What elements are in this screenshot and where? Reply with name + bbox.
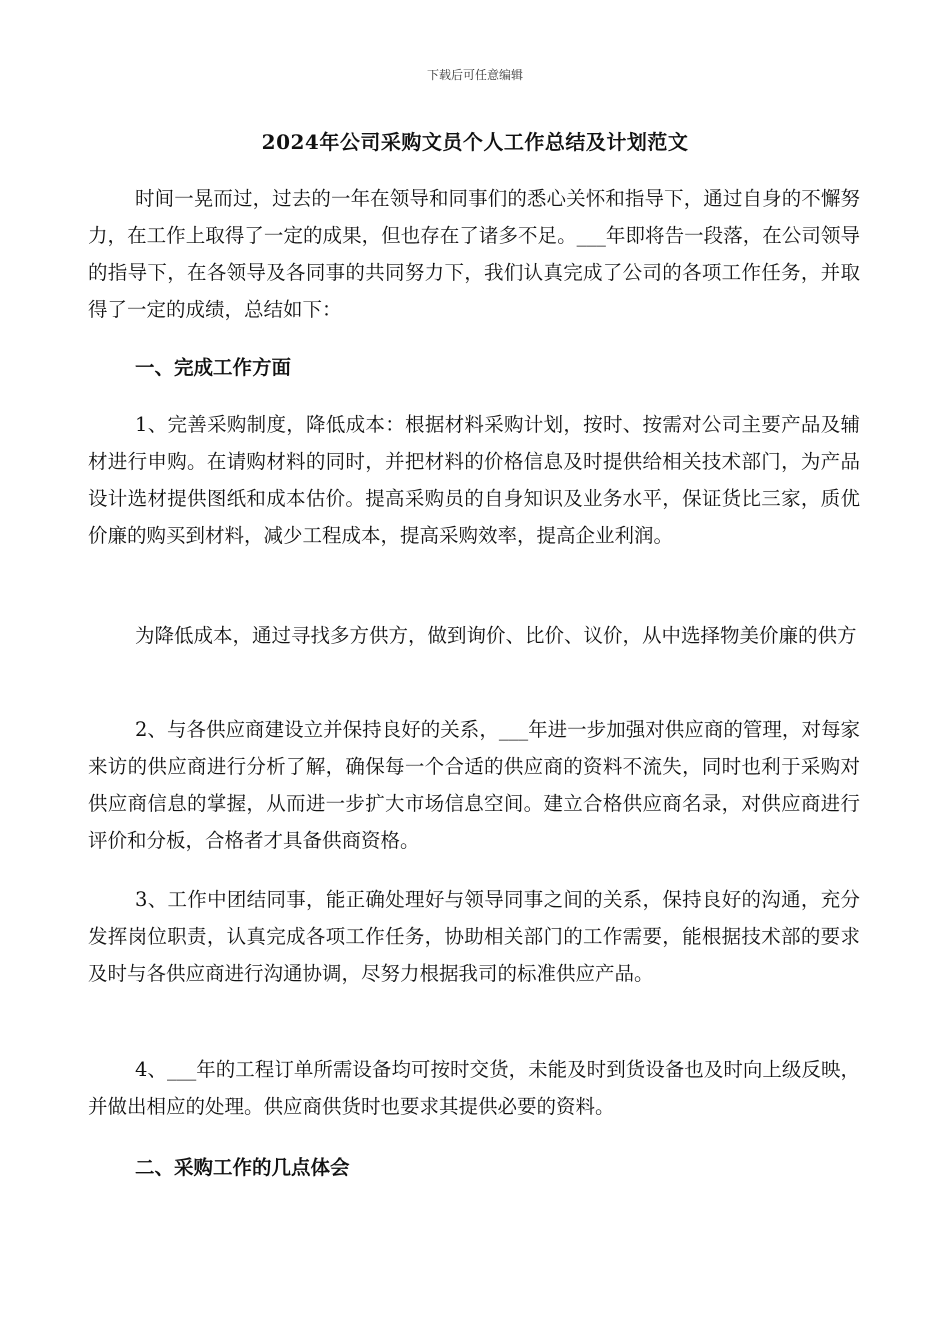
item-1-note-paragraph: 为降低成本，通过寻找多方供方，做到询价、比价、议价，从中选择物美价廉的供方	[135, 624, 857, 647]
section-heading-1: 一、完成工作方面	[135, 356, 292, 379]
item-2-paragraph: 2、与各供应商建设立并保持良好的关系，___年进一步加强对供应商的管理，对每家来访的供应商进行分析了解，确保每一个合适的供应商的资料不流失，同时也利于采购对供应商信息的掌握，从而进一步扩大市场信息空间。建立合格供应商名录，对供应商进行评价和分板，合格者才具备供商资格。	[88, 718, 860, 852]
intro-paragraph: 时间一晃而过，过去的一年在领导和同事们的悉心关怀和指导下，通过自身的不懈努力，在工作上取得了一定的成果，但也存在了诸多不足。___年即将告一段落，在公司领导的指导下，在各领导及各同事的共同努力下，我们认真完成了公司的各项工作任务，并取得了一定的成绩，总结如下：	[88, 187, 860, 321]
item-3-paragraph: 3、工作中团结同事，能正确处理好与领导同事之间的关系，保持良好的沟通，充分发挥岗位职责，认真完成各项工作任务，协助相关部门的工作需要，能根据技术部的要求及时与各供应商进行沟通协调，尽努力根据我司的标准供应产品。	[88, 888, 860, 985]
section-heading-2: 二、采购工作的几点体会	[135, 1156, 350, 1179]
item-4-paragraph: 4、___年的工程订单所需设备均可按时交货，未能及时到货设备也及时向上级反映，并做出相应的处理。供应商供货时也要求其提供必要的资料。	[88, 1058, 860, 1118]
document-title: 2024年公司采购文员个人工作总结及计划范文	[261, 130, 689, 154]
page-header-note: 下载后可任意编辑	[426, 68, 523, 82]
item-1-paragraph: 1、完善采购制度，降低成本：根据材料采购计划，按时、按需对公司主要产品及辅材进行申购。在请购材料的同时，并把材料的价格信息及时提供给相关技术部门，为产品设计选材提供图纸和成本估价。提高采购员的自身知识及业务水平，保证货比三家，质优价廉的购买到材料，减少工程成本，提高采购效率，提高企业利润。	[88, 413, 860, 547]
